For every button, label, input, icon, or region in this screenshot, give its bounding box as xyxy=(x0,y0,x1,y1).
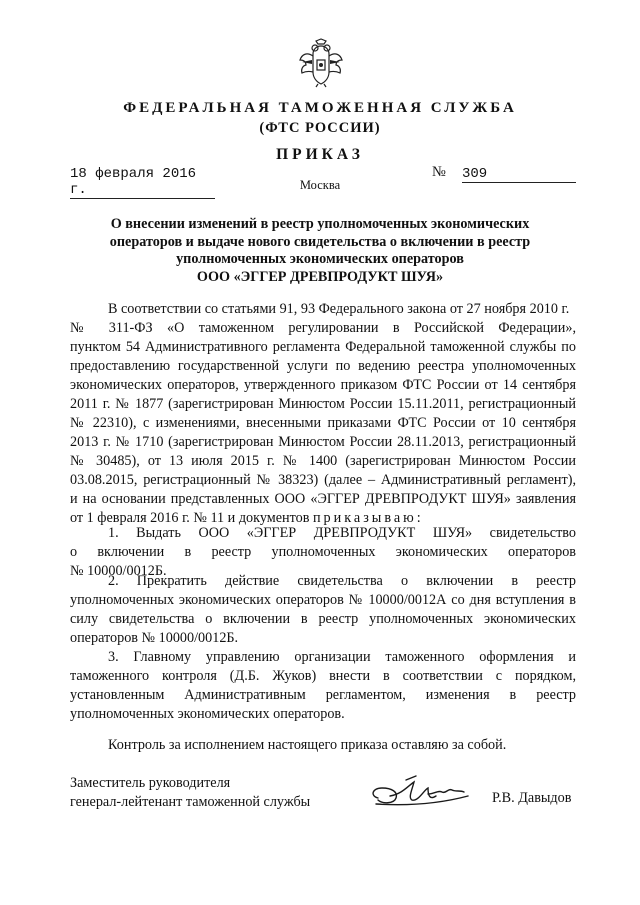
text-line: и на основании представленных ООО «ЭГГЕР ДРЕВПРОДУКТ ШУЯ» заявления xyxy=(70,491,576,507)
text-line: пунктом 54 Административного регламента Федеральной таможенной службы по xyxy=(70,339,576,355)
text-line: силу свидетельства о включении в реестр уполномоченных экономических xyxy=(70,611,576,627)
item-2-paragraph xyxy=(70,572,576,648)
text-line: 1. Выдать ООО «ЭГГЕР ДРЕВПРОДУКТ ШУЯ» свидетельство xyxy=(108,525,576,541)
decree-word: приказываю: xyxy=(312,510,424,526)
agency-short-name: (ФТС РОССИИ) xyxy=(259,120,381,136)
city: Москва xyxy=(299,178,341,192)
handwritten-signature-icon xyxy=(368,774,492,810)
text-line: Контроль за исполнением настоящего приказа оставляю за собой. xyxy=(108,737,507,753)
text-line: уполномоченных экономических операторов № 10000/0012А со дня вступления в xyxy=(70,592,576,608)
item-3-paragraph xyxy=(70,648,576,724)
text-line: 2011 г. № 1877 (зарегистрирован Минюстом России 15.11.2011, регистрационный xyxy=(70,396,576,412)
preamble-paragraph xyxy=(70,300,576,528)
document-type: ПРИКАЗ xyxy=(276,146,364,163)
title-line: операторов и выдаче нового свидетельства о включении в реестр xyxy=(109,233,531,250)
text-line: 03.08.2015, регистрационный № 38323) (далее – Административный регламент), xyxy=(70,472,576,488)
position-line: генерал-лейтенант таможенной службы xyxy=(70,794,311,810)
order-number-label: № xyxy=(432,164,446,180)
text-line: № 22310), с изменениями, внесенными приказами ФТС России от 10 сентября xyxy=(70,415,576,431)
text-line: таможенного контроля (Д.Б. Жуков) внести в соответствии с порядком, xyxy=(70,668,576,684)
signatory-position xyxy=(70,774,310,812)
text-line: уполномоченных экономических операторов. xyxy=(70,706,345,722)
document-title xyxy=(0,216,640,286)
signatory-name: Р.В. Давыдов xyxy=(492,790,572,806)
position-line: Заместитель руководителя xyxy=(70,775,231,791)
text-line: В соответствии со статьями 91, 93 Федерального закона от 27 ноября 2010 г. xyxy=(108,301,570,317)
russian-coat-of-arms-icon xyxy=(298,38,344,88)
text-line: о включении в реестр уполномоченных экономических операторов xyxy=(70,544,576,560)
text-line: № 10000/0012Б. xyxy=(70,563,167,579)
text-line: 2013 г. № 1710 (зарегистрирован Минюстом России 28.11.2013, регистрационный xyxy=(70,434,576,450)
text-line: установленным Административным регламентом, изменения в реестр xyxy=(70,687,576,703)
preamble-last-line: от 1 февраля 2016 г. № 11 и документов xyxy=(70,510,310,526)
title-line: О внесении изменений в реестр уполномоченных экономических xyxy=(110,216,530,232)
text-line: предоставлению государственной услуги по ведению реестра уполномоченных xyxy=(70,358,576,374)
text-line: № 30485), от 13 июля 2015 г. № 1400 (зарегистрирован Минюстом России xyxy=(70,453,576,469)
control-paragraph xyxy=(70,736,576,755)
order-number: 309 xyxy=(462,166,576,183)
agency-name: ФЕДЕРАЛЬНАЯ ТАМОЖЕННАЯ СЛУЖБА xyxy=(123,100,517,116)
text-line: экономических операторов, утвержденного приказом ФТС России от 14 сентября xyxy=(70,377,576,393)
title-line: ООО «ЭГГЕР ДРЕВПРОДУКТ ШУЯ» xyxy=(196,268,444,285)
text-line: операторов № 10000/0012Б. xyxy=(70,630,239,646)
text-line: № 311-ФЗ «О таможенном регулировании в Российской Федерации», xyxy=(70,320,576,336)
text-line: 2. Прекратить действие свидетельства о включении в реестр xyxy=(108,573,576,589)
title-line: уполномоченных экономических операторов xyxy=(176,251,464,267)
order-date: 18 февраля 2016 г. xyxy=(70,166,215,199)
text-line: 3. Главному управлению организации таможенного оформления и xyxy=(108,649,576,665)
